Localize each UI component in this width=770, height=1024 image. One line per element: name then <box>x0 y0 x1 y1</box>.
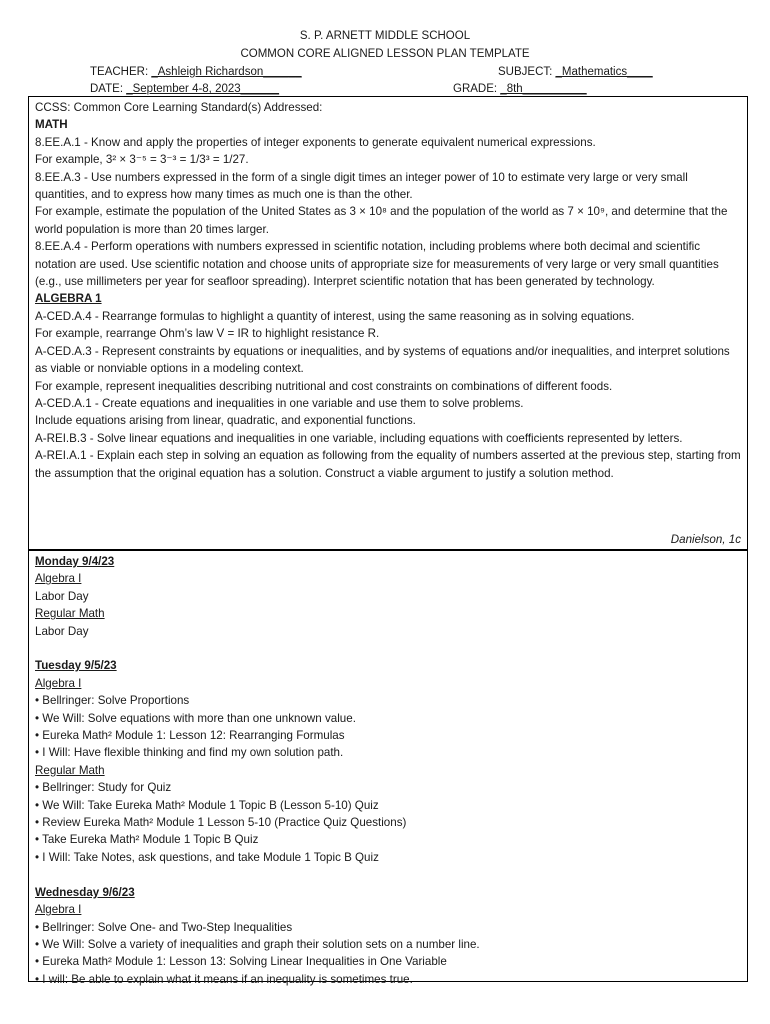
algebra-heading: ALGEBRA 1 <box>35 292 102 306</box>
teacher-row <box>90 66 302 78</box>
list-item: • We Will: Solve equations with more than one unknown value. <box>35 711 356 725</box>
danielson-signature: Danielson, 1c <box>670 533 741 546</box>
monday-regular-label: Regular Math <box>35 607 105 621</box>
list-item: • Bellringer: Solve Proportions <box>35 694 190 708</box>
standard-ee-a3: 8.EE.A.3 - Use numbers expressed in the form of a single digit times an integer power of 10 to estimate very large or very small quantities, and to express how many times as much one is than the other. <box>35 170 688 202</box>
list-item: • We Will: Solve a variety of inequalities and graph their solution sets on a number line. <box>35 937 480 951</box>
tuesday-algebra-label: Algebra I <box>35 676 82 690</box>
date-value: _September 4-8, 2023______ <box>126 83 280 95</box>
grade-row <box>453 83 587 95</box>
tuesday-title: Tuesday 9/5/23 <box>35 659 117 673</box>
tuesday-regular-label: Regular Math <box>35 763 105 777</box>
monday-title: Monday 9/4/23 <box>35 555 115 568</box>
grade-value: _8th__________ <box>500 83 587 95</box>
standards-intro: CCSS: Common Core Learning Standard(s) Addressed: <box>35 101 323 114</box>
list-item: • I will: Be able to explain what it means if an inequality is sometimes true. <box>35 972 413 986</box>
math-heading: MATH <box>35 118 68 132</box>
list-item: • Bellringer: Study for Quiz <box>35 781 172 795</box>
list-item: • I Will: Take Notes, ask questions, and take Module 1 Topic B Quiz <box>35 850 379 864</box>
list-item: • Eureka Math² Module 1: Lesson 12: Rearranging Formulas <box>35 729 345 743</box>
school-name: S. P. ARNETT MIDDLE SCHOOL <box>299 30 471 42</box>
subject-value: _Mathematics____ <box>555 66 653 78</box>
grade-label: GRADE: <box>453 83 498 95</box>
teacher-label: TEACHER: <box>90 66 149 78</box>
standard-ced-a3: A-CED.A.3 - Represent constraints by equations or inequalities, and by systems of equations and/or inequalities, and interpret solutions as viable or nonviable options in a modeling context. <box>35 344 730 376</box>
monday-algebra-text: Labor Day <box>35 589 89 603</box>
date-row <box>90 83 279 95</box>
standard-rei-a1: A-REI.A.1 - Explain each step in solving an equation as following from the equality of numbers asserted at the previous step, starting from the assumption that the original equation has a solution. Construct a viable argument to justify a solution method. <box>35 449 741 480</box>
template-title: COMMON CORE ALIGNED LESSON PLAN TEMPLATE <box>240 48 530 60</box>
subject-row <box>498 66 653 78</box>
standard-ee-a3-example: For example, estimate the population of the United States as 3 × 10⁸ and the population of the world as 7 × 10⁹, and determine that the world population is more than 20 times larger. <box>35 205 728 236</box>
standard-ee-a1-example: For example, 3² × 3⁻⁵ = 3⁻³ = 1/3³ = 1/27. <box>35 153 249 167</box>
list-item: • Bellringer: Solve One- and Two-Step Inequalities <box>35 920 293 934</box>
standard-ee-a4: 8.EE.A.4 - Perform operations with numbers expressed in scientific notation, including problems where both decimal and scientific notation are used. Use scientific notation and choose units of appropriate size for measurements of very large or very small quantities (e.g., use millimeters per year for seafloor spreading). Interpret scientific notation that has been generated by technology. <box>35 240 719 289</box>
standard-ced-a3-example: For example, represent inequalities describing nutritional and cost constraints on combinations of different foods. <box>35 379 613 393</box>
standard-rei-b3: A-REI.B.3 - Solve linear equations and inequalities in one variable, including equations with coefficients represented by letters. <box>35 431 683 445</box>
wednesday-title: Wednesday 9/6/23 <box>35 885 135 899</box>
standard-ced-a1: A-CED.A.1 - Create equations and inequalities in one variable and use them to solve problems. <box>35 396 524 410</box>
standard-ee-a1: 8.EE.A.1 - Know and apply the properties of integer exponents to generate equivalent numerical expressions. <box>35 135 596 149</box>
subject-label: SUBJECT: <box>498 66 553 78</box>
daily-plan-box <box>28 550 748 986</box>
list-item: • We Will: Take Eureka Math² Module 1 Topic B (Lesson 5-10) Quiz <box>35 798 379 812</box>
standard-ced-a1-example: Include equations arising from linear, quadratic, and exponential functions. <box>35 414 416 428</box>
list-item: • Review Eureka Math² Module 1 Lesson 5-10 (Practice Quiz Questions) <box>35 816 407 830</box>
list-item: • Eureka Math² Module 1: Lesson 13: Solving Linear Inequalities in One Variable <box>35 955 447 969</box>
list-item: • Take Eureka Math² Module 1 Topic B Quiz <box>35 833 259 847</box>
monday-algebra-label: Algebra I <box>35 572 82 586</box>
monday-regular-text: Labor Day <box>35 624 89 638</box>
standard-ced-a4-example: For example, rearrange Ohm’s law V = IR to highlight resistance R. <box>35 327 380 341</box>
standard-ced-a4: A-CED.A.4 - Rearrange formulas to highlight a quantity of interest, using the same reasoning as in solving equations. <box>35 309 635 323</box>
list-item: • I Will: Have flexible thinking and find my own solution path. <box>35 746 344 760</box>
wednesday-algebra-label: Algebra I <box>35 903 82 917</box>
date-label: DATE: <box>90 83 124 95</box>
standards-box <box>28 96 748 550</box>
teacher-value: _Ashleigh Richardson______ <box>151 66 302 78</box>
